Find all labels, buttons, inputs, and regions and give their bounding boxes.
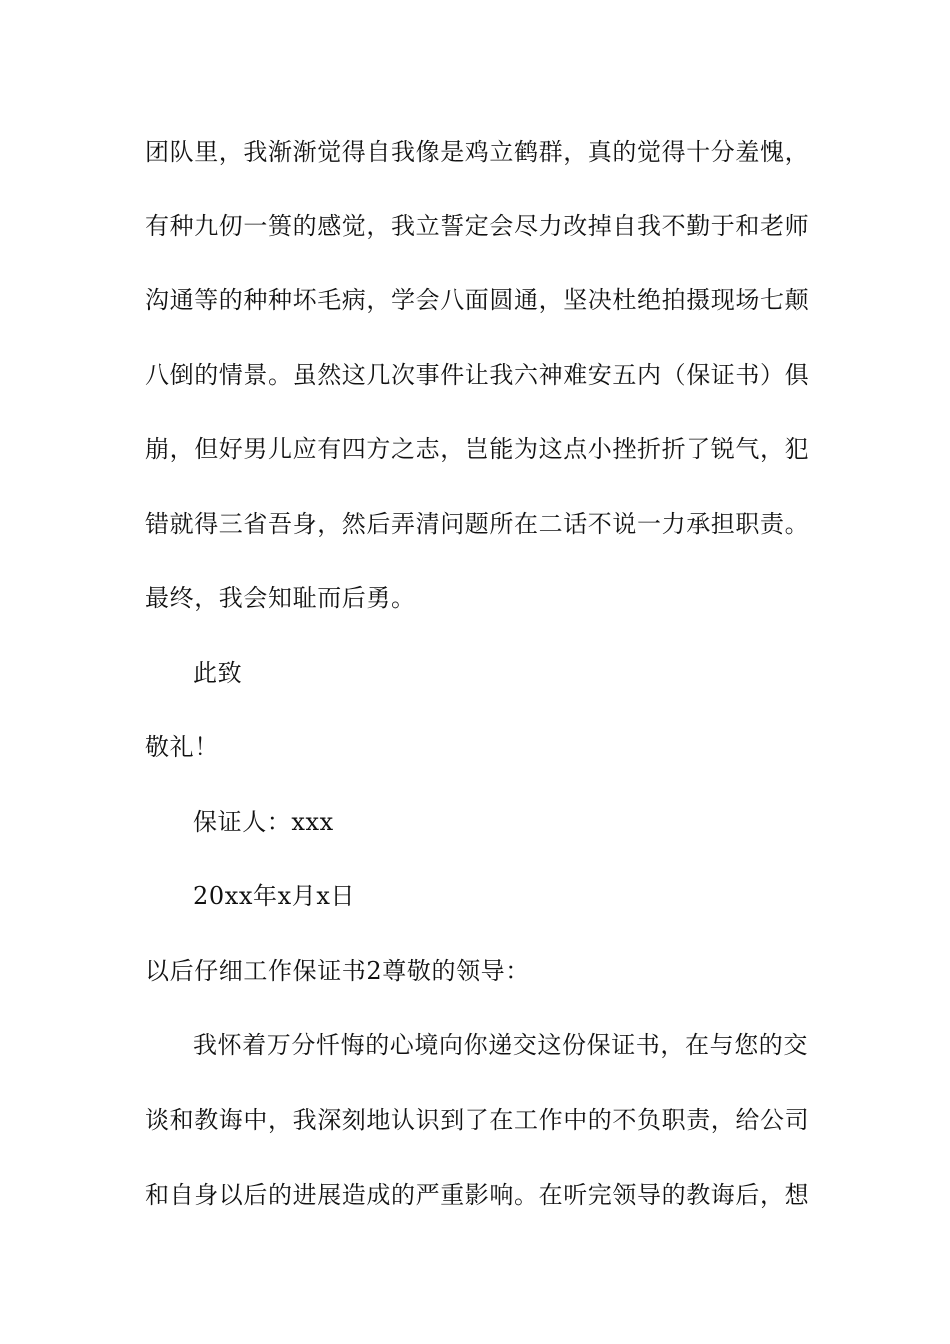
date-text: 20xx年x月x日 [193,882,356,910]
paragraph-line: 沟通等的种种坏毛病，学会八面圆通，坚决杜绝拍摄现场七颠 [145,286,810,314]
paragraph-line: 错就得三省吾身，然后弄清问题所在二话不说一力承担职责。 [145,510,810,538]
closing-text: 此致 [193,659,243,687]
paragraph-line: 和自身以后的进展造成的严重影响。在听完领导的教诲后，想 [145,1181,810,1209]
paragraph-line: 崩，但好男儿应有四方之志，岂能为这点小挫折折了锐气，犯 [145,435,810,463]
paragraph-line: 团队里，我渐渐觉得自我像是鸡立鹤群，真的觉得十分羞愧， [145,138,810,166]
paragraph-line: 我怀着万分忏悔的心境向你递交这份保证书，在与您的交 [193,1031,808,1059]
paragraph-line: 八倒的情景。虽然这几次事件让我六神难安五内（保证书）俱 [145,361,810,389]
paragraph-line: 有种九仞一篑的感觉，我立誓定会尽力改掉自我不勤于和老师 [145,212,810,240]
section-heading: 以后仔细工作保证书2尊敬的领导： [145,957,530,985]
paragraph-line: 最终，我会知耻而后勇。 [145,584,416,612]
paragraph-line: 谈和教诲中，我深刻地认识到了在工作中的不负职责，给公司 [145,1106,810,1134]
signer-text: 保证人：xxx [193,808,334,836]
salute-text: 敬礼！ [145,733,219,761]
